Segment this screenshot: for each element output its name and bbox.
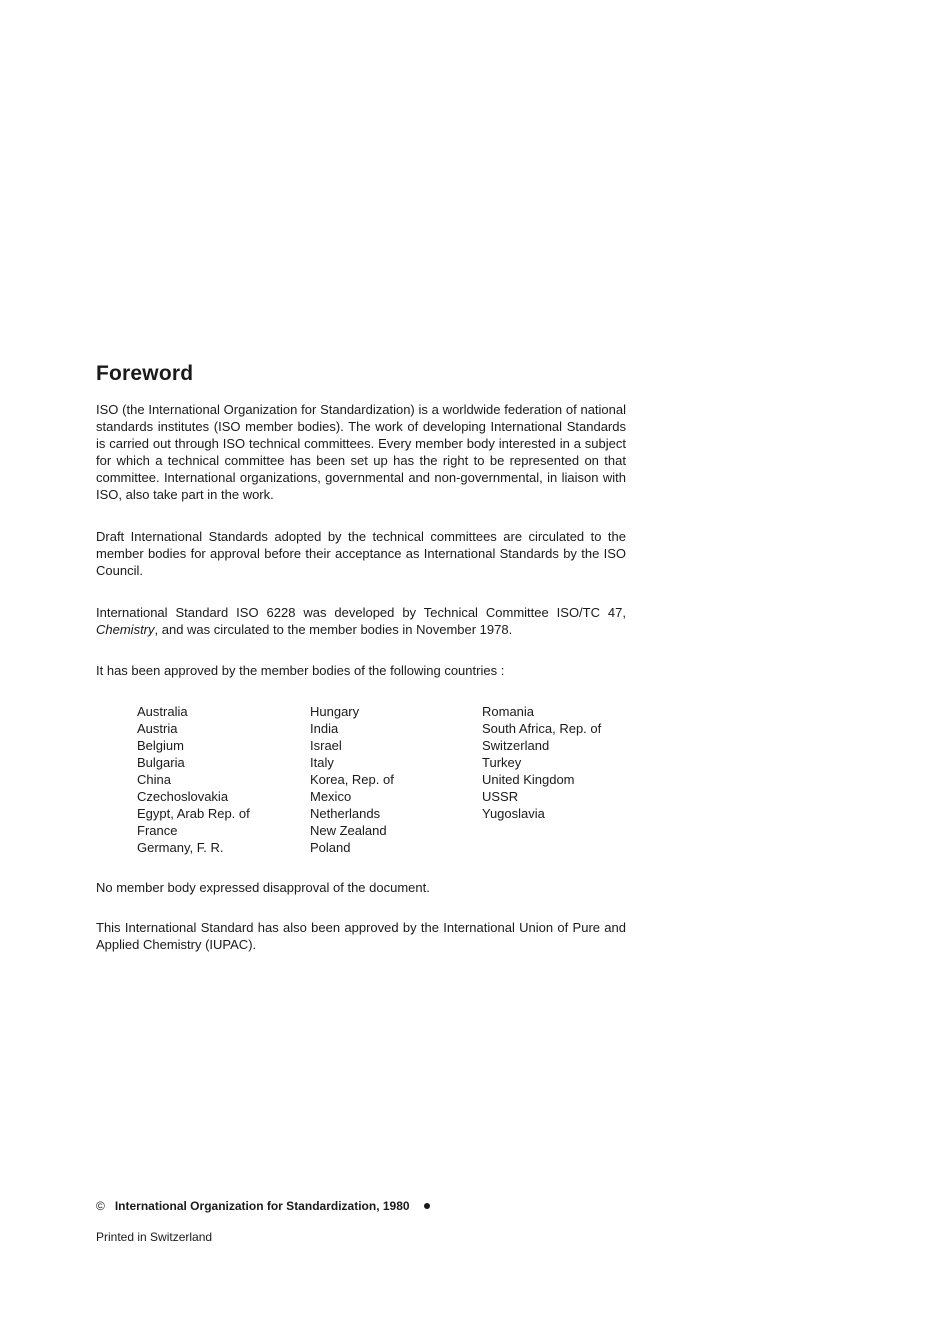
printed-in-note: Printed in Switzerland <box>96 1230 213 1244</box>
country-item: United Kingdom <box>482 772 575 787</box>
country-item: Netherlands <box>310 806 381 821</box>
country-item: South Africa, Rep. of <box>482 721 602 736</box>
country-item: China <box>137 772 171 787</box>
country-item: France <box>137 823 178 838</box>
page-title: Foreword <box>96 362 194 385</box>
foreword-paragraph-5: No member body expressed disapproval of the document. <box>96 880 430 895</box>
copyright-line <box>96 1199 430 1213</box>
foreword-paragraph-1: ISO (the International Organization for Standardization) is a worldwide federation of national standards institutes (ISO member bodies). The work of developing International Standards is carried out through ISO technical committees. Every member body interested in a subject for which a technical committee has been set up has the right to be represented on that committee. International organizations, governmental and non-governmental, in liaison with ISO, also take part in the work. <box>96 402 626 502</box>
foreword-paragraph-3 <box>96 604 626 638</box>
country-item: Australia <box>137 704 188 719</box>
country-item: Italy <box>310 755 334 770</box>
country-item: Mexico <box>310 789 352 804</box>
country-item: Germany, F. R. <box>137 840 224 855</box>
country-item: Egypt, Arab Rep. of <box>137 806 250 821</box>
bullet-dot-icon <box>424 1203 430 1209</box>
country-item: Bulgaria <box>137 755 185 770</box>
country-item: USSR <box>482 789 519 804</box>
paragraph-3-text-start: International Standard ISO 6228 was developed by Technical Committee ISO/TC 47, <box>96 605 626 620</box>
copyright-symbol: © <box>96 1199 105 1213</box>
country-item: Turkey <box>482 755 522 770</box>
foreword-paragraph-4: It has been approved by the member bodies of the following countries : <box>96 663 505 678</box>
copyright-text: International Organization for Standardization, 1980 <box>114 1199 410 1213</box>
country-item: Hungary <box>310 704 360 719</box>
country-item: Belgium <box>137 738 184 753</box>
country-item: India <box>310 721 339 736</box>
member-countries-list <box>137 703 642 856</box>
country-item: Switzerland <box>482 738 550 753</box>
country-item: Korea, Rep. of <box>310 772 394 787</box>
countries-column-3 <box>482 703 642 856</box>
country-item: Czechoslovakia <box>137 789 229 804</box>
country-item: Poland <box>310 840 351 855</box>
committee-name: Chemistry <box>96 622 155 637</box>
country-item: Austria <box>137 721 178 736</box>
paragraph-3-text-end: , and was circulated to the member bodies in November 1978. <box>154 622 513 637</box>
countries-column-2 <box>310 703 482 856</box>
countries-column-1 <box>137 703 310 856</box>
country-item: Yugoslavia <box>482 806 545 821</box>
foreword-paragraph-6: This International Standard has also been approved by the International Union of Pure and Applied Chemistry (IUPAC). <box>96 920 626 952</box>
country-item: Israel <box>310 738 342 753</box>
foreword-paragraph-2: Draft International Standards adopted by the technical committees are circulated to the member bodies for approval before their acceptance as International Standards by the ISO Council. <box>96 529 626 578</box>
country-item: Romania <box>482 704 535 719</box>
country-item: New Zealand <box>310 823 387 838</box>
